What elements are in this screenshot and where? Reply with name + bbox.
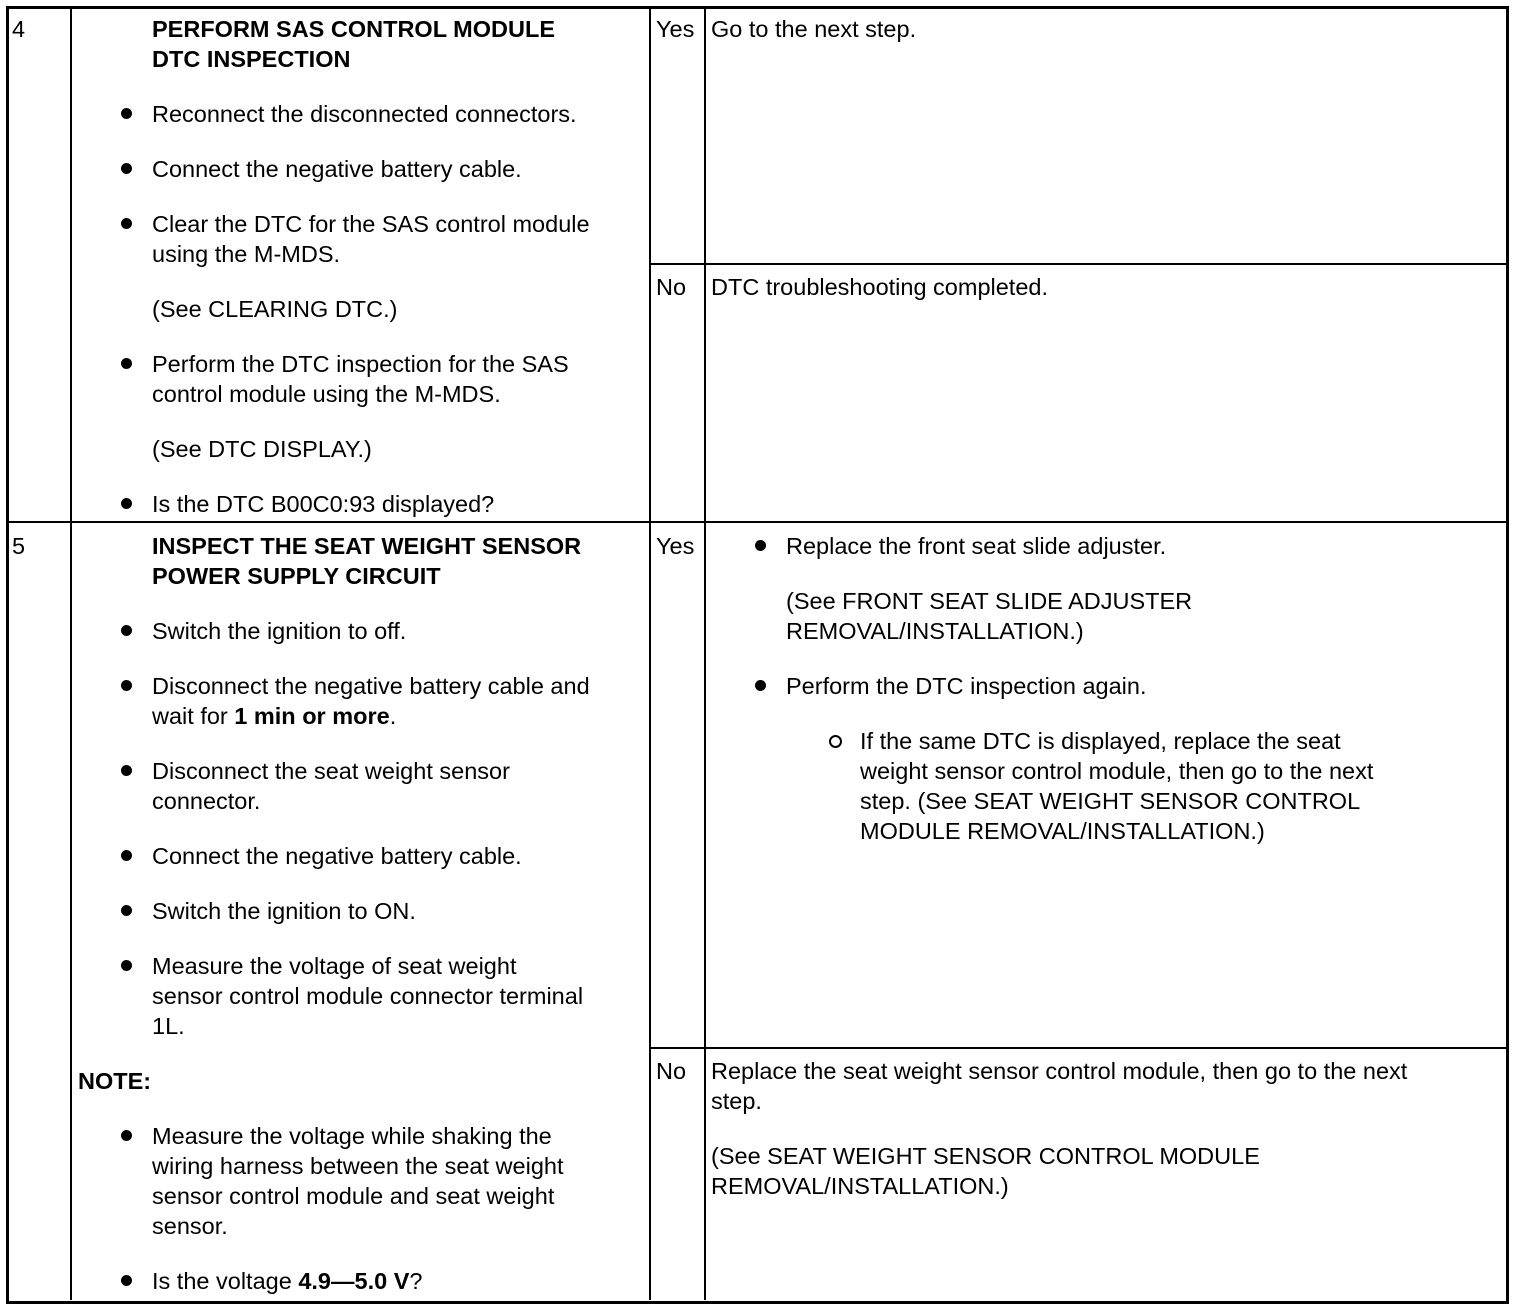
see-reference: REMOVAL/INSTALLATION.)	[711, 1173, 1009, 1199]
question-suffix: ?	[409, 1268, 423, 1294]
wait-prefix: wait for	[152, 703, 235, 729]
instruction-text: Measure the voltage of seat weight	[152, 953, 517, 979]
voltage-range: 4.9—5.0 V	[298, 1268, 410, 1294]
note-text: sensor.	[152, 1213, 228, 1239]
see-reference: (See CLEARING DTC.)	[152, 296, 398, 322]
step-title: DTC INSPECTION	[152, 46, 351, 72]
column-divider	[70, 8, 72, 1300]
bullet-icon	[121, 850, 132, 861]
yes-no-divider	[650, 1047, 1506, 1049]
bullet-icon	[121, 765, 132, 776]
instruction-text: Connect the negative battery cable.	[152, 156, 522, 182]
bullet-icon	[121, 108, 132, 119]
step-number: 5	[12, 533, 26, 559]
instruction-text: Reconnect the disconnected connectors.	[152, 101, 577, 127]
see-reference: (See DTC DISPLAY.)	[152, 436, 372, 462]
instruction-text: control module using the M-MDS.	[152, 381, 501, 407]
sub-bullet-icon	[829, 735, 842, 748]
instruction-text: 1L.	[152, 1013, 185, 1039]
bullet-icon	[121, 163, 132, 174]
question-prefix: Is the voltage	[152, 1268, 299, 1294]
question-text	[152, 1266, 422, 1296]
wait-suffix: .	[389, 703, 397, 729]
see-reference: (See FRONT SEAT SLIDE ADJUSTER	[786, 588, 1193, 614]
note-label: NOTE:	[78, 1068, 152, 1094]
bullet-icon	[121, 1130, 132, 1141]
instruction-text: Clear the DTC for the SAS control module	[152, 211, 590, 237]
step-title: INSPECT THE SEAT WEIGHT SENSOR	[152, 533, 582, 559]
note-text: Measure the voltage while shaking the	[152, 1123, 552, 1149]
bullet-icon	[121, 905, 132, 916]
instruction-text: connector.	[152, 788, 261, 814]
wait-duration: 1 min or more	[234, 703, 390, 729]
instruction-text: Disconnect the negative battery cable and	[152, 673, 590, 699]
no-action: step.	[711, 1088, 762, 1114]
bullet-icon	[121, 358, 132, 369]
no-label: No	[656, 274, 687, 300]
step-title: POWER SUPPLY CIRCUIT	[152, 563, 441, 589]
step-title: PERFORM SAS CONTROL MODULE	[152, 16, 555, 42]
bullet-icon	[121, 680, 132, 691]
yes-action: Perform the DTC inspection again.	[786, 673, 1147, 699]
instruction-text: Switch the ignition to ON.	[152, 898, 416, 924]
sub-action: step. (See SEAT WEIGHT SENSOR CONTROL	[860, 788, 1361, 814]
no-action: Replace the seat weight sensor control module, then go to the next	[711, 1058, 1408, 1084]
note-text: sensor control module and seat weight	[152, 1183, 555, 1209]
yes-label: Yes	[656, 16, 695, 42]
step-number: 4	[12, 16, 26, 42]
instruction-text: using the M-MDS.	[152, 241, 341, 267]
yes-no-divider	[650, 263, 1506, 265]
bullet-icon	[121, 625, 132, 636]
bullet-icon	[121, 498, 132, 509]
bullet-icon	[755, 680, 766, 691]
column-divider	[704, 8, 706, 1300]
see-reference: (See SEAT WEIGHT SENSOR CONTROL MODULE	[711, 1143, 1260, 1169]
row-divider	[8, 521, 1506, 523]
instruction-text: Perform the DTC inspection for the SAS	[152, 351, 569, 377]
bullet-icon	[121, 960, 132, 971]
see-reference: REMOVAL/INSTALLATION.)	[786, 618, 1084, 644]
sub-action: MODULE REMOVAL/INSTALLATION.)	[860, 818, 1265, 844]
instruction-text: Switch the ignition to off.	[152, 618, 407, 644]
bullet-icon	[755, 540, 766, 551]
yes-action: Replace the front seat slide adjuster.	[786, 533, 1167, 559]
bullet-icon	[121, 218, 132, 229]
no-action: DTC troubleshooting completed.	[711, 274, 1049, 300]
no-label: No	[656, 1058, 687, 1084]
sub-action: weight sensor control module, then go to the next	[860, 758, 1374, 784]
column-divider	[649, 8, 651, 1300]
sub-action: If the same DTC is displayed, replace the seat	[860, 728, 1341, 754]
yes-action: Go to the next step.	[711, 16, 917, 42]
bullet-icon	[121, 1275, 132, 1286]
instruction-text: sensor control module connector terminal	[152, 983, 584, 1009]
yes-label: Yes	[656, 533, 695, 559]
question-text: Is the DTC B00C0:93 displayed?	[152, 491, 495, 517]
instruction-text: Connect the negative battery cable.	[152, 843, 522, 869]
note-text: wiring harness between the seat weight	[152, 1153, 564, 1179]
instruction-text	[152, 701, 396, 731]
instruction-text: Disconnect the seat weight sensor	[152, 758, 510, 784]
